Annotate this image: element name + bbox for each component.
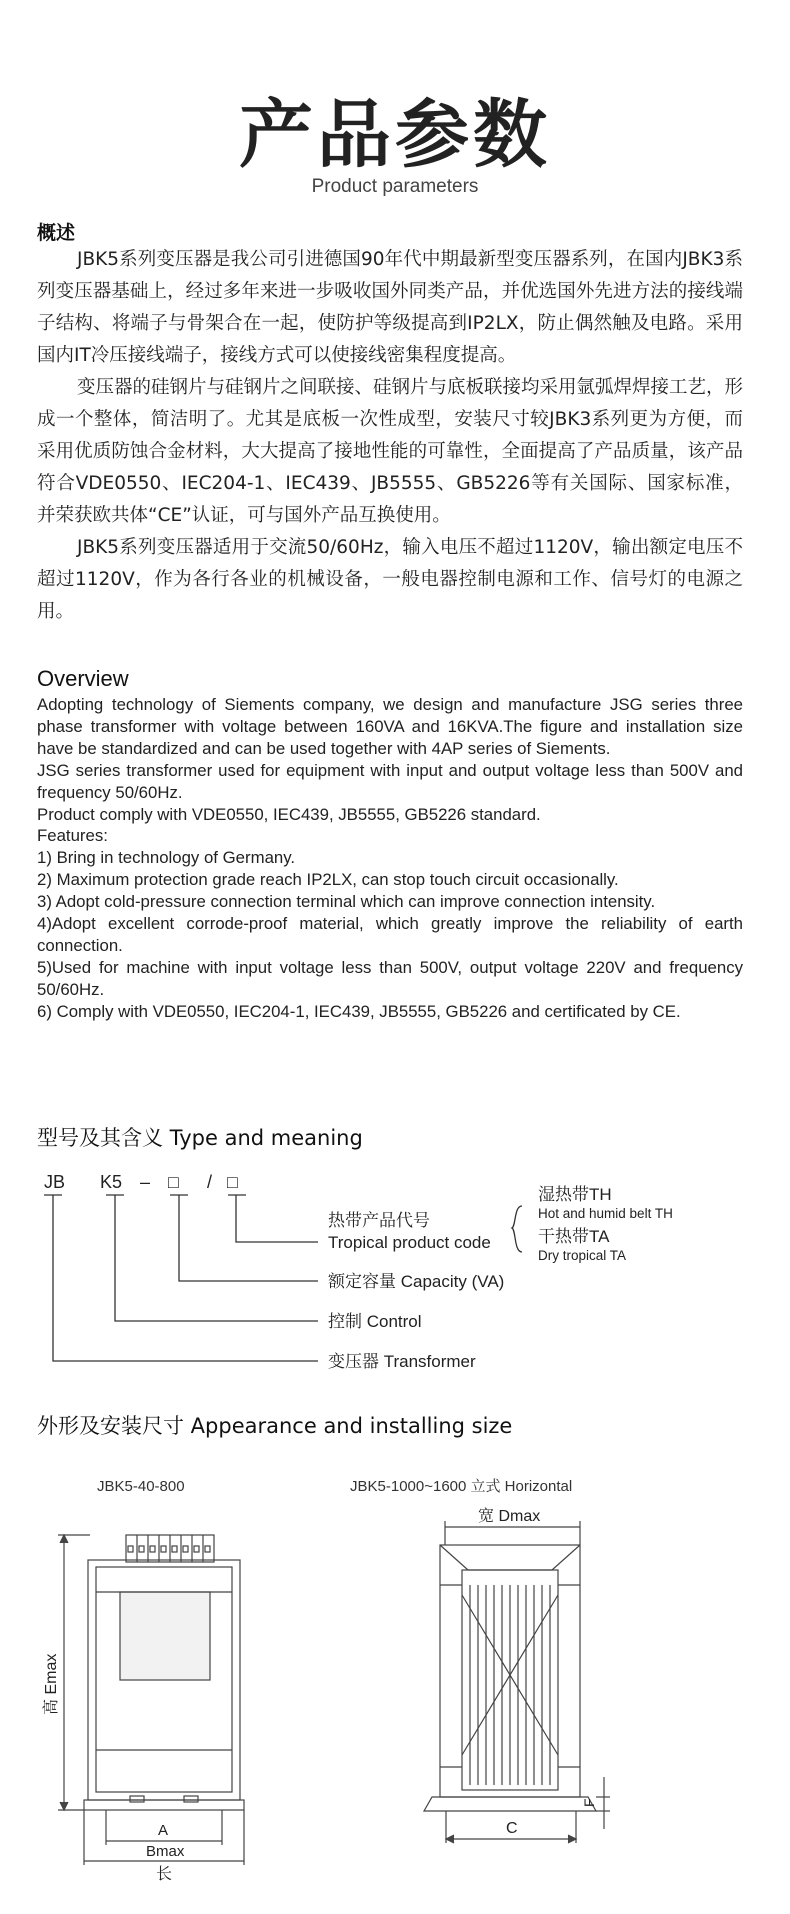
th-cn-label: 湿热带TH <box>538 1185 612 1204</box>
code-part-slash: / <box>207 1172 213 1192</box>
right-model-label: JBK5-1000~1600 立式 Horizontal <box>350 1478 573 1495</box>
tropical-cn-label: 热带产品代号 <box>328 1211 430 1230</box>
code-part-jb: JB <box>44 1172 66 1192</box>
summary-heading: 概述 <box>37 222 76 244</box>
overview-line: 3) Adopt cold-pressure connection terminal which can improve connection intensity. <box>37 892 656 912</box>
overview-line: 6) Comply with VDE0550, IEC204-1, IEC439, JB5555, GB5226 and certificated by CE. <box>37 1001 681 1021</box>
length-label: 长 <box>156 1866 173 1883</box>
dim-a-label: A <box>158 1822 169 1839</box>
overview-line: Adopting technology of Siements company, we design and manufacture JSG series three phase transformer with voltage between 160VA and 16KVA.The figure and installation size have be standardized and can be used together with 4AP series of Siements. <box>37 695 743 758</box>
overview-line: Product comply with VDE0550, IEC439, JB5555, GB5226 standard. <box>37 804 541 824</box>
dim-c-label: C <box>506 1820 518 1837</box>
dim-f-label: F <box>581 1798 597 1807</box>
tropical-en-label: Tropical product code <box>328 1233 491 1252</box>
code-part-k5: K5 <box>100 1172 123 1192</box>
overview-line: 4)Adopt excellent corrode-proof material, which greatly improve the reliability of earth connection. <box>37 914 743 955</box>
code-part-dash: – <box>140 1172 151 1192</box>
code-part-box1: □ <box>168 1172 179 1192</box>
summary-paragraph: JBK5系列变压器适用于交流50/60Hz，输入电压不超过1120V，输出额定电压不超过1120V，作为各行各业的机械设备，一般电器控制电源和工作、信号灯的电源之用。 <box>37 537 743 622</box>
right-transformer-drawing <box>424 1521 610 1843</box>
overview-line: JSG series transformer used for equipment with input and output voltage less than 500V and frequency 50/60Hz. <box>37 760 743 802</box>
overview-line: 2) Maximum protection grade reach IP2LX, can stop touch circuit occasionally. <box>37 870 619 890</box>
overview-heading: Overview <box>37 666 129 691</box>
appearance-heading: 外形及安装尺寸 Appearance and installing size <box>37 1414 513 1438</box>
page-subtitle: Product parameters <box>311 176 479 197</box>
summary-paragraph: JBK5系列变压器是我公司引进德国90年代中期最新型变压器系列，在国内JBK3系列变压器基础上，经过多年来进一步吸收国外同类产品，并优选国外先进方法的接线端子结构、将端子与骨架合在一起，使防护等级提高到IP2LX，防止偶然触及电路。采用国内IT冷压接线端子，接线方式可以使接线密集程度提高。 <box>37 249 743 366</box>
overview-line: 1) Bring in technology of Germany. <box>37 848 296 868</box>
code-part-box2: □ <box>227 1172 238 1192</box>
type-code-diagram <box>0 1160 790 1375</box>
height-label: 高 Emax <box>43 1653 60 1715</box>
ta-en-label: Dry tropical TA <box>538 1248 627 1263</box>
type-meaning-heading: 型号及其含义 Type and meaning <box>37 1126 363 1150</box>
capacity-label: 额定容量 Capacity (VA) <box>328 1272 505 1291</box>
overview-line: Features: <box>37 826 108 846</box>
th-en-label: Hot and humid belt TH <box>538 1206 673 1221</box>
dim-bmax-label: Bmax <box>146 1843 185 1860</box>
transformer-label: 变压器 Transformer <box>328 1352 476 1371</box>
page-title: 产品参数 <box>239 92 551 178</box>
left-transformer-drawing <box>58 1535 244 1865</box>
width-label: 宽 Dmax <box>478 1508 541 1525</box>
ta-cn-label: 干热带TA <box>538 1227 610 1246</box>
overview-body <box>37 694 743 1023</box>
appearance-diagram <box>0 1455 790 1885</box>
summary-paragraph: 变压器的硅钢片与硅钢片之间联接、硅钢片与底板联接均采用氩弧焊焊接工艺，形成一个整体，简洁明了。尤其是底板一次性成型，安装尺寸较JBK3系列更为方便，而采用优质防蚀合金材料，大大提高了接地性能的可靠性，全面提高了产品质量，该产品符合VDE0550、IEC204-1、IEC439、JB5555、GB5226等有关国际、国家标准，并荣获欧共体“CE”认证，可与国外产品互换使用。 <box>37 377 744 526</box>
control-label: 控制 Control <box>328 1312 422 1331</box>
overview-line: 5)Used for machine with input voltage less than 500V, output voltage 220V and frequency 50/60Hz. <box>37 957 743 999</box>
summary-body <box>37 244 743 628</box>
left-model-label: JBK5-40-800 <box>97 1478 185 1495</box>
